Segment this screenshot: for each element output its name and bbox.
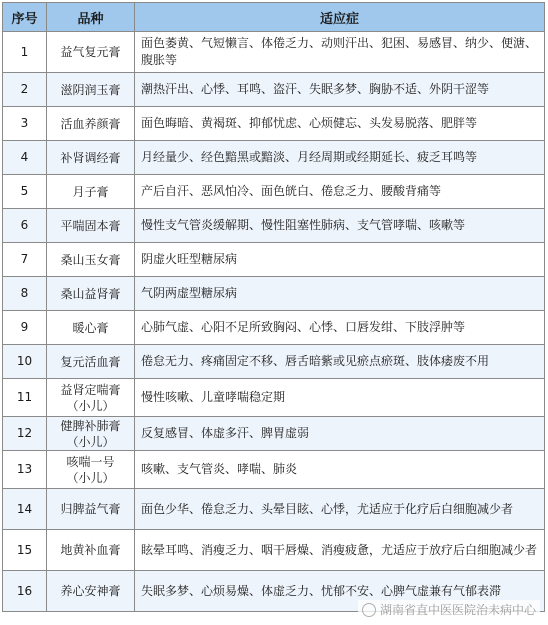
row-variety: 养心安神膏 — [47, 571, 135, 612]
row-indication: 心肺气虚、心阳不足所致胸闷、心悸、口唇发绀、下肢浮肿等 — [135, 311, 545, 345]
row-variety: 健脾补肺膏 （小儿） — [47, 417, 135, 451]
table-header-row — [3, 3, 545, 32]
row-variety: 复元活血膏 — [47, 345, 135, 379]
row-indication: 潮热汗出、心悸、耳鸣、盗汗、失眠多梦、胸胁不适、外阴干涩等 — [135, 73, 545, 107]
row-indication: 产后自汗、恶风怕冷、面色㿠白、倦怠乏力、腰酸背痛等 — [135, 175, 545, 209]
row-indication: 眩晕耳鸣、消瘦乏力、咽干唇燥、消瘦疲惫，尤适应于放疗后白细胞减少者 — [135, 530, 545, 571]
watermark-text: 湖南省直中医医院治未病中心 — [379, 603, 536, 617]
row-number: 5 — [3, 175, 47, 209]
table-row — [3, 417, 545, 451]
table-row — [3, 277, 545, 311]
row-number: 6 — [3, 209, 47, 243]
row-number: 9 — [3, 311, 47, 345]
row-number: 16 — [3, 571, 47, 612]
table-row — [3, 345, 545, 379]
table-row — [3, 311, 545, 345]
row-number: 7 — [3, 243, 47, 277]
row-variety: 桑山益肾膏 — [47, 277, 135, 311]
row-indication: 反复感冒、体虚多汗、脾胃虚弱 — [135, 417, 545, 451]
row-indication: 面色晦暗、黄褐斑、抑郁忧虑、心烦健忘、头发易脱落、肥胖等 — [135, 107, 545, 141]
table-row — [3, 141, 545, 175]
table-row — [3, 530, 545, 571]
row-indication: 面色少华、倦怠乏力、头晕目眩、心悸，尤适应于化疗后白细胞减少者 — [135, 489, 545, 530]
header-number: 序号 — [3, 3, 47, 32]
row-variety: 补肾调经膏 — [47, 141, 135, 175]
row-variety: 滋阴润玉膏 — [47, 73, 135, 107]
row-variety: 月子膏 — [47, 175, 135, 209]
table-row — [3, 73, 545, 107]
row-number: 12 — [3, 417, 47, 451]
row-number: 2 — [3, 73, 47, 107]
table-row — [3, 107, 545, 141]
table-row — [3, 32, 545, 73]
row-number: 15 — [3, 530, 47, 571]
row-variety: 活血养颜膏 — [47, 107, 135, 141]
row-indication: 月经量少、经色黯黑或黯淡、月经周期或经期延长、疲乏耳鸣等 — [135, 141, 545, 175]
row-variety: 归脾益气膏 — [47, 489, 135, 530]
table-row — [3, 489, 545, 530]
header-indication: 适应症 — [135, 3, 545, 32]
row-variety: 平喘固本膏 — [47, 209, 135, 243]
row-number: 13 — [3, 451, 47, 489]
indications-table — [2, 2, 545, 612]
row-variety: 益气复元膏 — [47, 32, 135, 73]
row-number: 8 — [3, 277, 47, 311]
row-indication: 慢性支气管炎缓解期、慢性阻塞性肺病、支气管哮喘、咳嗽等 — [135, 209, 545, 243]
table-row — [3, 243, 545, 277]
row-variety: 桑山玉女膏 — [47, 243, 135, 277]
row-variety: 益肾定喘膏 （小儿） — [47, 379, 135, 417]
row-number: 10 — [3, 345, 47, 379]
table-row — [3, 379, 545, 417]
row-number: 11 — [3, 379, 47, 417]
row-number: 14 — [3, 489, 47, 530]
row-variety: 咳喘一号 （小儿） — [47, 451, 135, 489]
row-number: 1 — [3, 32, 47, 73]
table-row — [3, 451, 545, 489]
row-indication: 失眠多梦、心烦易燥、体虚乏力、忧郁不安、心脾气虚兼有气郁表滞 — [135, 571, 545, 612]
row-number: 3 — [3, 107, 47, 141]
header-variety: 品种 — [47, 3, 135, 32]
row-indication: 面色萎黄、气短懒言、体倦乏力、动则汗出、犯困、易感冒、纳少、便溏、腹胀等 — [135, 32, 545, 73]
table-row — [3, 175, 545, 209]
round-logo-icon — [362, 603, 376, 617]
row-indication: 阴虚火旺型糖尿病 — [135, 243, 545, 277]
row-number: 4 — [3, 141, 47, 175]
row-variety: 地黄补血膏 — [47, 530, 135, 571]
row-indication: 咳嗽、支气管炎、哮喘、肺炎 — [135, 451, 545, 489]
row-indication: 倦怠无力、疼痛固定不移、唇舌暗紫或见瘀点瘀斑、肢体痿废不用 — [135, 345, 545, 379]
table-row — [3, 209, 545, 243]
row-indication: 气阴两虚型糖尿病 — [135, 277, 545, 311]
watermark — [358, 600, 540, 619]
row-indication: 慢性咳嗽、儿童哮喘稳定期 — [135, 379, 545, 417]
row-variety: 暖心膏 — [47, 311, 135, 345]
